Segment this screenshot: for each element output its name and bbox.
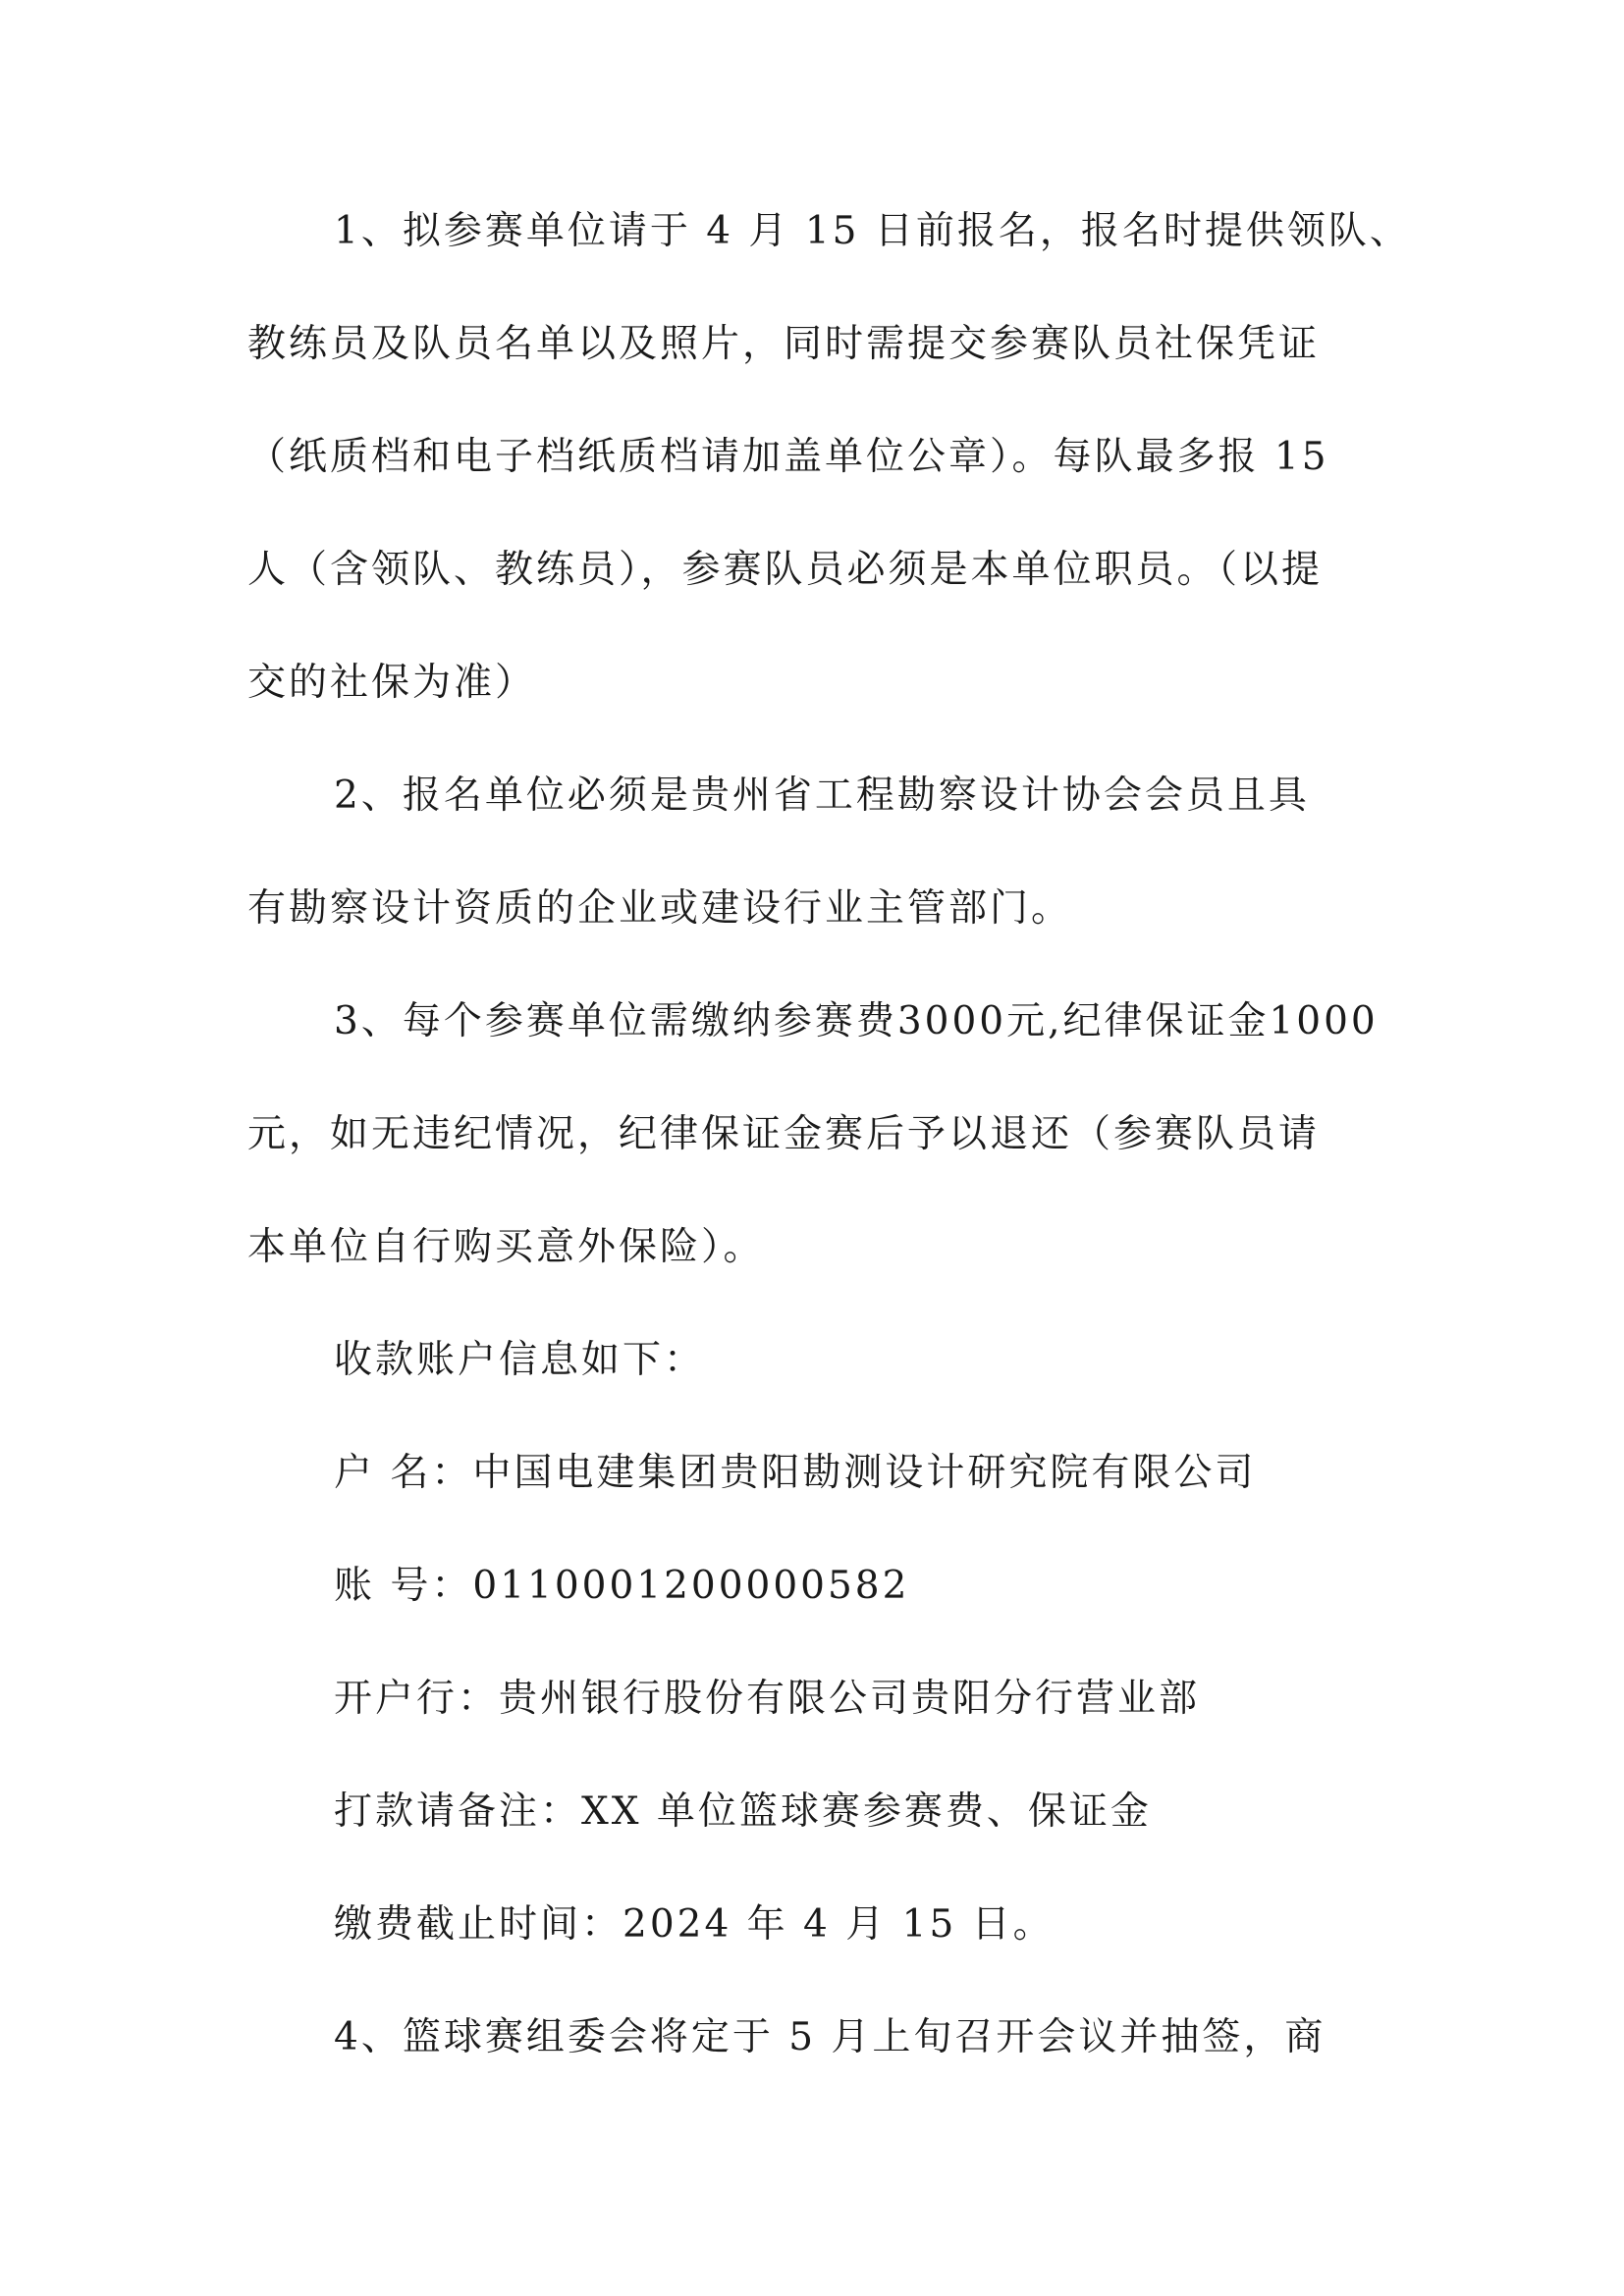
item1-line2: 教练员及队员名单以及照片，同时需提交参赛队员社保凭证 — [247, 322, 1321, 366]
item1-line4: 人（含领队、教练员），参赛队员必须是本单位职员。（以提 — [247, 548, 1324, 592]
item4-line1: 4、篮球赛组委会将定于 5 月上旬召开会议并抽签，商 — [334, 2015, 1326, 2059]
account-bank: 开户行：贵州银行股份有限公司贵阳分行营业部 — [334, 1677, 1201, 1721]
item3-line3: 本单位自行购买意外保险）。 — [247, 1225, 765, 1269]
account-heading: 收款账户信息如下： — [334, 1338, 706, 1382]
account-remark: 打款请备注：XX 单位篮球赛参赛费、保证金 — [334, 1789, 1152, 1834]
account-number: 账 号：0110001200000582 — [334, 1564, 910, 1608]
item2-line1: 2、报名单位必须是贵州省工程勘察设计协会会员且具 — [334, 774, 1310, 818]
item1-line5: 交的社保为准） — [247, 661, 537, 705]
item2-line2: 有勘察设计资质的企业或建设行业主管部门。 — [247, 886, 1073, 931]
item1-line1: 1、拟参赛单位请于 4 月 15 日前报名，报名时提供领队、 — [334, 209, 1411, 253]
item1-line3: （纸质档和电子档纸质档请加盖单位公章）。每队最多报 15 — [247, 435, 1329, 479]
item3-line2: 元，如无违纪情况，纪律保证金赛后予以退还（参赛队员请 — [247, 1112, 1321, 1156]
item3-line1: 3、每个参赛单位需缴纳参赛费3000元,纪律保证金1000 — [334, 999, 1379, 1043]
account-name: 户 名：中国电建集团贵阳勘测设计研究院有限公司 — [334, 1451, 1257, 1495]
account-deadline: 缴费截止时间：2024 年 4 月 15 日。 — [334, 1902, 1055, 1947]
